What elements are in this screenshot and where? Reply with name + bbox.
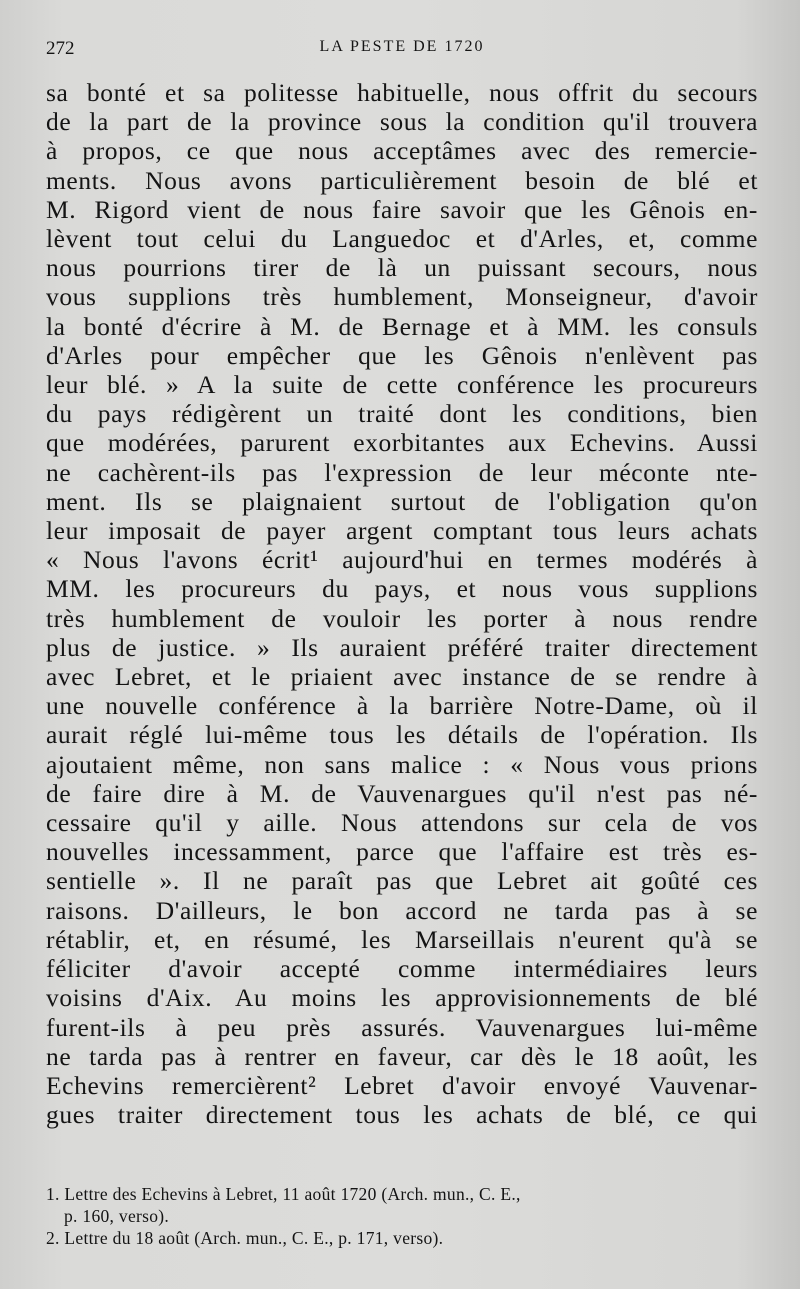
text-line: ajoutaient même, non sans malice : « Nous vous prions bbox=[46, 749, 758, 779]
text-line: leur blé. » A la suite de cette conférence les procureurs bbox=[46, 370, 758, 400]
text-line: raisons. D'ailleurs, le bon accord ne tarda pas à se bbox=[46, 895, 758, 925]
text-line: sa bonté et sa politesse habituelle, nous offrit du secours bbox=[46, 78, 758, 107]
text-line: vous supplions très humblement, Monseigneur, d'avoir bbox=[46, 282, 758, 312]
text-line: une nouvelle conférence à la barrière Notre-Dame, où il bbox=[46, 691, 758, 721]
text-line: ne tarda pas à rentrer en faveur, car dès le 18 août, les bbox=[46, 1041, 758, 1071]
text-line: gues traiter directement tous les achats de blé, ce qui bbox=[46, 1100, 758, 1130]
running-title: LA PESTE DE 1720 bbox=[319, 38, 485, 55]
text-line: de la part de la province sous la condition qu'il trouvera bbox=[46, 107, 758, 137]
text-line: « Nous l'avons écrit¹ aujourd'hui en termes modérés à bbox=[46, 545, 758, 575]
text-line: la bonté d'écrire à M. de Bernage et à MM. les consuls bbox=[46, 311, 758, 341]
text-line: ment. Ils se plaignaient surtout de l'obligation qu'on bbox=[46, 486, 758, 516]
text-line: nouvelles incessamment, parce que l'affaire est très es- bbox=[46, 837, 758, 867]
text-line: de faire dire à M. de Vauvenargues qu'il n'est pas né- bbox=[46, 778, 758, 808]
text-line: MM. les procureurs du pays, et nous vous supplions bbox=[46, 574, 758, 604]
text-line: furent-ils à peu près assurés. Vauvenargues lui-même bbox=[46, 1012, 758, 1042]
text-line: ments. Nous avons particulièrement besoin de blé et bbox=[46, 165, 758, 195]
text-line: d'Arles pour empêcher que les Gênois n'enlèvent pas bbox=[46, 340, 758, 370]
text-line: plus de justice. » Ils auraient préféré traiter directement bbox=[46, 632, 758, 662]
footnote-1: 1. Lettre des Echevins à Lebret, 11 août 1720 (Arch. mun., C. E., bbox=[46, 1184, 521, 1204]
footnote-2: 2. Lettre du 18 août (Arch. mun., C. E., p. 171, verso). bbox=[46, 1228, 444, 1248]
text-line: cessaire qu'il y aille. Nous attendons sur cela de vos bbox=[46, 808, 758, 838]
text-line: féliciter d'avoir accepté comme intermédiaires leurs bbox=[46, 954, 758, 984]
text-line: que modérées, parurent exorbitantes aux Echevins. Aussi bbox=[46, 428, 758, 458]
text-line: M. Rigord vient de nous faire savoir que les Gênois en- bbox=[46, 194, 758, 224]
page-number: 272 bbox=[46, 38, 75, 59]
text-line: rétablir, et, en résumé, les Marseillais n'eurent qu'à se bbox=[46, 924, 758, 954]
text-line: nous pourrions tirer de là un puissant secours, nous bbox=[46, 253, 758, 283]
text-line: à propos, ce que nous acceptâmes avec des remercie- bbox=[46, 136, 758, 166]
footnotes bbox=[46, 1183, 758, 1249]
text-line: avec Lebret, et le priaient avec instance de se rendre à bbox=[46, 662, 758, 692]
text-line: voisins d'Aix. Au moins les approvisionnements de blé bbox=[46, 983, 758, 1013]
page-header bbox=[46, 38, 758, 66]
text-line: ne cachèrent-ils pas l'expression de leur méconte nte- bbox=[46, 457, 758, 487]
text-line: Echevins remercièrent² Lebret d'avoir envoyé Vauvenar- bbox=[46, 1070, 758, 1100]
text-line: lèvent tout celui du Languedoc et d'Arles, et, comme bbox=[46, 224, 758, 254]
text-line: sentielle ». Il ne paraît pas que Lebret ait goûté ces bbox=[46, 866, 758, 896]
body-text bbox=[46, 78, 758, 1129]
text-line: très humblement de vouloir les porter à nous rendre bbox=[46, 603, 758, 633]
text-line: leur imposait de payer argent comptant tous leurs achats bbox=[46, 516, 758, 546]
text-line: du pays rédigèrent un traité dont les conditions, bien bbox=[46, 399, 758, 429]
text-line: aurait réglé lui-même tous les détails de l'opération. Ils bbox=[46, 720, 758, 750]
footnote-1-continued: p. 160, verso). bbox=[64, 1206, 170, 1226]
